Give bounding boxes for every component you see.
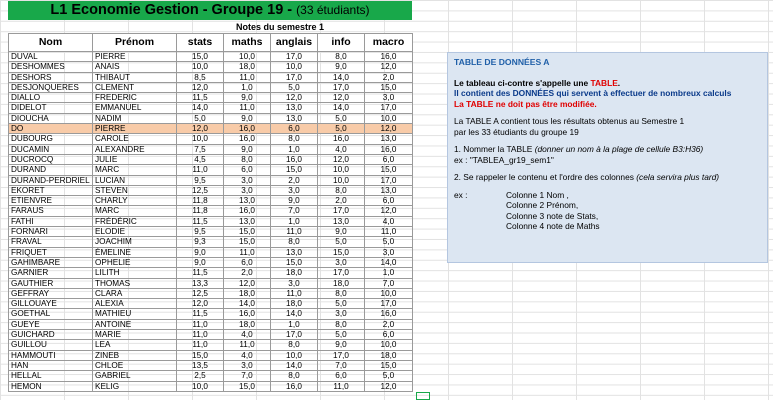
cell-maths[interactable]: 11,0	[224, 340, 271, 350]
cell-macro[interactable]: 12,0	[365, 124, 413, 134]
cell-info[interactable]: 10,0	[318, 175, 365, 185]
cell-info[interactable]: 17,0	[318, 82, 365, 92]
info-line1-end: .	[617, 77, 621, 88]
cell-info[interactable]: 9,0	[318, 62, 365, 72]
cell-maths[interactable]: 16,0	[224, 206, 271, 216]
cell-macro[interactable]: 12,0	[365, 62, 413, 72]
cell-macro[interactable]: 17,0	[365, 175, 413, 185]
cell-stats[interactable]: 10,0	[177, 62, 224, 72]
cell-info[interactable]: 15,0	[318, 247, 365, 257]
cell-prenom[interactable]: PIERRE	[93, 124, 177, 134]
cell-nom[interactable]: DURAND	[9, 165, 93, 175]
cell-stats[interactable]: 11,5	[177, 268, 224, 278]
cell-macro[interactable]: 3,0	[365, 93, 413, 103]
cell-macro[interactable]: 17,0	[365, 299, 413, 309]
cell-stats[interactable]: 15,0	[177, 52, 224, 62]
cell-stats[interactable]: 11,0	[177, 319, 224, 329]
cell-macro[interactable]: 16,0	[365, 144, 413, 154]
cell-nom[interactable]: DUBOURG	[9, 134, 93, 144]
table-row	[9, 113, 413, 123]
table-row	[9, 278, 413, 288]
cell-info[interactable]: 8,0	[318, 288, 365, 298]
cell-nom[interactable]: GILLOUAYE	[9, 299, 93, 309]
table-row	[9, 185, 413, 195]
cell-info[interactable]: 13,0	[318, 216, 365, 226]
cell-macro[interactable]: 10,0	[365, 340, 413, 350]
info-line3: La TABLE ne doit pas être modifiée.	[454, 98, 597, 109]
table-row	[9, 319, 413, 329]
cell-nom[interactable]: DESHOMMES	[9, 62, 93, 72]
cell-maths[interactable]: 8,0	[224, 154, 271, 164]
cell-anglais[interactable]: 7,0	[271, 206, 318, 216]
table-row	[9, 237, 413, 247]
table-row	[9, 52, 413, 62]
cell-nom[interactable]: GUICHARD	[9, 330, 93, 340]
table-row	[9, 227, 413, 237]
cell-maths[interactable]: 9,0	[224, 93, 271, 103]
cell-prenom[interactable]: ALEXANDRE	[93, 144, 177, 154]
info-col-3: Colonne 3 note de Stats,	[506, 210, 599, 221]
cell-nom[interactable]: FORNARI	[9, 227, 93, 237]
cell-info[interactable]: 5,0	[318, 113, 365, 123]
cell-nom[interactable]: HAN	[9, 360, 93, 370]
table-row	[9, 206, 413, 216]
header-macro[interactable]: macro	[365, 34, 413, 52]
cell-prenom[interactable]: MARC	[93, 165, 177, 175]
cell-stats[interactable]: 7,5	[177, 144, 224, 154]
cell-prenom[interactable]: CAROLE	[93, 134, 177, 144]
cell-macro[interactable]: 10,0	[365, 288, 413, 298]
cell-info[interactable]: 14,0	[318, 103, 365, 113]
cell-anglais[interactable]: 12,0	[271, 93, 318, 103]
info-line8-note: (cela servira plus tard)	[636, 172, 720, 182]
cell-macro[interactable]: 4,0	[365, 216, 413, 226]
cell-prenom[interactable]: STEVEN	[93, 185, 177, 195]
cell-prenom[interactable]: CHLOE	[93, 360, 177, 370]
cell-info[interactable]: 14,0	[318, 72, 365, 82]
table-row	[9, 216, 413, 226]
cell-info[interactable]: 12,0	[318, 93, 365, 103]
cell-anglais[interactable]: 8,0	[271, 371, 318, 381]
cell-stats[interactable]: 14,0	[177, 103, 224, 113]
cell-prenom[interactable]: CLEMENT	[93, 82, 177, 92]
table-row	[9, 330, 413, 340]
cell-stats[interactable]: 12,5	[177, 185, 224, 195]
cell-stats[interactable]: 11,5	[177, 309, 224, 319]
cell-nom[interactable]: DO	[9, 124, 93, 134]
cell-maths[interactable]: 4,0	[224, 350, 271, 360]
cell-macro[interactable]: 12,0	[365, 381, 413, 391]
cell-maths[interactable]: 11,0	[224, 103, 271, 113]
cell-anglais[interactable]: 17,0	[271, 52, 318, 62]
table-row	[9, 82, 413, 92]
cell-macro[interactable]: 14,0	[365, 257, 413, 267]
cell-macro[interactable]: 10,0	[365, 113, 413, 123]
cell-stats[interactable]: 15,0	[177, 350, 224, 360]
cell-nom[interactable]: FATHI	[9, 216, 93, 226]
cell-prenom[interactable]: EMMANUEL	[93, 103, 177, 113]
cell-maths[interactable]: 3,0	[224, 360, 271, 370]
cell-maths[interactable]: 15,0	[224, 227, 271, 237]
cell-prenom[interactable]: LEA	[93, 340, 177, 350]
cell-macro[interactable]: 6,0	[365, 154, 413, 164]
cell-nom[interactable]: DESJONQUERES	[9, 82, 93, 92]
cell-anglais[interactable]: 10,0	[271, 62, 318, 72]
cell-stats[interactable]: 11,0	[177, 165, 224, 175]
cell-stats[interactable]: 12,0	[177, 124, 224, 134]
cell-stats[interactable]: 12,0	[177, 299, 224, 309]
cell-maths[interactable]: 18,0	[224, 319, 271, 329]
cell-maths[interactable]: 11,0	[224, 247, 271, 257]
cell-info[interactable]: 17,0	[318, 206, 365, 216]
cell-nom[interactable]: HAMMOUTI	[9, 350, 93, 360]
cell-maths[interactable]: 2,0	[224, 268, 271, 278]
cell-nom[interactable]: DIOUCHA	[9, 113, 93, 123]
cell-info[interactable]: 17,0	[318, 350, 365, 360]
cell-maths[interactable]: 11,0	[224, 72, 271, 82]
cell-maths[interactable]: 9,0	[224, 144, 271, 154]
cell-nom[interactable]: GARNIER	[9, 268, 93, 278]
cell-maths[interactable]: 6,0	[224, 165, 271, 175]
cell-stats[interactable]: 10,0	[177, 134, 224, 144]
cell-anglais[interactable]: 15,0	[271, 257, 318, 267]
cell-nom[interactable]: FRAVAL	[9, 237, 93, 247]
cell-info[interactable]: 5,0	[318, 330, 365, 340]
table-row	[9, 196, 413, 206]
cell-prenom[interactable]: FREDERIC	[93, 93, 177, 103]
cell-anglais[interactable]: 16,0	[271, 381, 318, 391]
cell-info[interactable]: 11,0	[318, 381, 365, 391]
info-line6: 1. Nommer la TABLE	[454, 144, 535, 154]
cell-info[interactable]: 12,0	[318, 154, 365, 164]
cell-nom[interactable]: GAUTHIER	[9, 278, 93, 288]
cell-anglais[interactable]: 6,0	[271, 124, 318, 134]
cell-stats[interactable]: 12,5	[177, 288, 224, 298]
cell-maths[interactable]: 3,0	[224, 175, 271, 185]
sheet-title	[8, 1, 412, 20]
cell-nom[interactable]: HEMON	[9, 381, 93, 391]
cell-info[interactable]: 18,0	[318, 278, 365, 288]
cell-info[interactable]: 5,0	[318, 124, 365, 134]
cell-nom[interactable]: HELLAL	[9, 371, 93, 381]
cell-nom[interactable]: GEFFRAY	[9, 288, 93, 298]
cell-nom[interactable]: FRIQUET	[9, 247, 93, 257]
cell-anglais[interactable]: 13,0	[271, 113, 318, 123]
cell-nom[interactable]: GAHIMBARE	[9, 257, 93, 267]
table-row	[9, 72, 413, 82]
cell-maths[interactable]: 13,0	[224, 196, 271, 206]
cell-prenom[interactable]: MARIE	[93, 330, 177, 340]
grades-table	[8, 33, 413, 392]
cell-info[interactable]: 4,0	[318, 144, 365, 154]
cell-maths[interactable]: 12,0	[224, 278, 271, 288]
cell-anglais[interactable]: 2,0	[271, 175, 318, 185]
cell-maths[interactable]: 18,0	[224, 288, 271, 298]
cell-anglais[interactable]: 3,0	[271, 185, 318, 195]
cell-prenom[interactable]: GABRIEL	[93, 371, 177, 381]
cell-prenom[interactable]: ZINEB	[93, 350, 177, 360]
cell-stats[interactable]: 10,0	[177, 381, 224, 391]
table-row	[9, 124, 413, 134]
cell-nom[interactable]: DUCAMIN	[9, 144, 93, 154]
cell-info[interactable]: 3,0	[318, 309, 365, 319]
cell-stats[interactable]: 11,8	[177, 196, 224, 206]
cell-info[interactable]: 17,0	[318, 268, 365, 278]
cell-stats[interactable]: 8,5	[177, 72, 224, 82]
cell-macro[interactable]: 6,0	[365, 330, 413, 340]
cell-maths[interactable]: 7,0	[224, 371, 271, 381]
cell-stats[interactable]: 11,5	[177, 216, 224, 226]
cell-anglais[interactable]: 11,0	[271, 288, 318, 298]
data-table-info-box	[447, 52, 768, 263]
cell-stats[interactable]: 11,0	[177, 340, 224, 350]
cell-anglais[interactable]: 1,0	[271, 144, 318, 154]
cell-macro[interactable]: 11,0	[365, 227, 413, 237]
cell-anglais[interactable]: 8,0	[271, 237, 318, 247]
cell-anglais[interactable]: 17,0	[271, 72, 318, 82]
header-info[interactable]: info	[318, 34, 365, 52]
cell-prenom[interactable]: FRÉDÉRIC	[93, 216, 177, 226]
cell-prenom[interactable]: PIERRE	[93, 52, 177, 62]
cell-maths[interactable]: 13,0	[224, 216, 271, 226]
header-maths[interactable]: maths	[224, 34, 271, 52]
cell-info[interactable]: 8,0	[318, 185, 365, 195]
table-row	[9, 371, 413, 381]
info-line7: ex : "TABLEA_gr19_sem1"	[454, 154, 554, 165]
cell-maths[interactable]: 3,0	[224, 185, 271, 195]
cell-anglais[interactable]: 13,0	[271, 103, 318, 113]
cell-nom[interactable]: EKORET	[9, 185, 93, 195]
cell-info[interactable]: 8,0	[318, 52, 365, 62]
cell-nom[interactable]: DURAND-PERDRIEL	[9, 175, 93, 185]
cell-anglais[interactable]: 14,0	[271, 360, 318, 370]
header-stats[interactable]: stats	[177, 34, 224, 52]
info-line6-note: (donner un nom à la plage de cellule B3:H36)	[534, 144, 704, 154]
cell-info[interactable]: 5,0	[318, 299, 365, 309]
cell-maths[interactable]: 15,0	[224, 381, 271, 391]
info-line5: par les 33 étudiants du groupe 19	[454, 126, 579, 137]
cell-stats[interactable]: 11,0	[177, 330, 224, 340]
info-col-4: Colonne 4 note de Maths	[506, 221, 600, 231]
cell-macro[interactable]: 3,0	[365, 247, 413, 257]
cell-prenom[interactable]: JOACHIM	[93, 237, 177, 247]
table-row	[9, 134, 413, 144]
table-row	[9, 165, 413, 175]
cell-info[interactable]: 5,0	[318, 237, 365, 247]
table-row	[9, 103, 413, 113]
cell-prenom[interactable]: ÉMELINE	[93, 247, 177, 257]
cell-info[interactable]: 10,0	[318, 165, 365, 175]
cell-info[interactable]: 6,0	[318, 371, 365, 381]
info-line1: Le tableau ci-contre s'appelle une	[454, 77, 591, 88]
cell-nom[interactable]: DIALLO	[9, 93, 93, 103]
cell-stats[interactable]: 9,5	[177, 175, 224, 185]
table-row	[9, 257, 413, 267]
cell-anglais[interactable]: 17,0	[271, 330, 318, 340]
notes-label: Notes du semestre 1	[235, 22, 325, 32]
cell-maths[interactable]: 16,0	[224, 134, 271, 144]
cell-prenom[interactable]: CHARLY	[93, 196, 177, 206]
cell-prenom[interactable]: LUCIAN	[93, 175, 177, 185]
info-title: TABLE DE DONNÉES A	[454, 57, 550, 67]
cell-info[interactable]: 3,0	[318, 257, 365, 267]
cell-anglais[interactable]: 15,0	[271, 165, 318, 175]
cell-maths[interactable]: 15,0	[224, 237, 271, 247]
cell-nom[interactable]: DIDELOT	[9, 103, 93, 113]
table-row	[9, 299, 413, 309]
table-row	[9, 247, 413, 257]
cell-nom[interactable]: DUCROCQ	[9, 154, 93, 164]
cell-anglais[interactable]: 3,0	[271, 278, 318, 288]
info-col-2: Colonne 2 Prénom,	[506, 200, 579, 210]
cell-anglais[interactable]: 13,0	[271, 247, 318, 257]
cell-prenom[interactable]: MATHIEU	[93, 309, 177, 319]
cell-stats[interactable]: 9,5	[177, 227, 224, 237]
cell-maths[interactable]: 10,0	[224, 52, 271, 62]
cell-macro[interactable]: 2,0	[365, 319, 413, 329]
cell-maths[interactable]: 9,0	[224, 113, 271, 123]
cell-nom[interactable]: FARAUS	[9, 206, 93, 216]
cell-info[interactable]: 2,0	[318, 196, 365, 206]
cell-macro[interactable]: 7,0	[365, 278, 413, 288]
cell-maths[interactable]: 1,0	[224, 82, 271, 92]
cell-prenom[interactable]: JULIE	[93, 154, 177, 164]
cell-macro[interactable]: 17,0	[365, 103, 413, 113]
cell-nom[interactable]: DESHORS	[9, 72, 93, 82]
cell-nom[interactable]: DUVAL	[9, 52, 93, 62]
cell-prenom[interactable]: LILITH	[93, 268, 177, 278]
cell-prenom[interactable]: OPHELIE	[93, 257, 177, 267]
table-row	[9, 340, 413, 350]
cell-macro[interactable]: 18,0	[365, 350, 413, 360]
cell-maths[interactable]: 16,0	[224, 124, 271, 134]
cell-nom[interactable]: GUILLOU	[9, 340, 93, 350]
header-nom[interactable]: Nom	[9, 34, 93, 52]
header-pr-nom[interactable]: Prénom	[93, 34, 177, 52]
cell-maths[interactable]: 6,0	[224, 257, 271, 267]
cell-macro[interactable]: 15,0	[365, 82, 413, 92]
table-row	[9, 62, 413, 72]
cell-anglais[interactable]: 9,0	[271, 196, 318, 206]
cell-macro[interactable]: 15,0	[365, 165, 413, 175]
cell-anglais[interactable]: 1,0	[271, 216, 318, 226]
cell-prenom[interactable]: THOMAS	[93, 278, 177, 288]
cell-macro[interactable]: 5,0	[365, 237, 413, 247]
cell-anglais[interactable]: 1,0	[271, 319, 318, 329]
cell-stats[interactable]: 12,0	[177, 82, 224, 92]
cell-anglais[interactable]: 16,0	[271, 154, 318, 164]
info-line1-table: TABLE	[590, 77, 618, 88]
cell-info[interactable]: 9,0	[318, 227, 365, 237]
cell-info[interactable]: 9,0	[318, 340, 365, 350]
cell-anglais[interactable]: 8,0	[271, 134, 318, 144]
cell-anglais[interactable]: 5,0	[271, 82, 318, 92]
header-anglais[interactable]: anglais	[271, 34, 318, 52]
cell-maths[interactable]: 18,0	[224, 62, 271, 72]
table-row	[9, 175, 413, 185]
cell-macro[interactable]: 13,0	[365, 134, 413, 144]
table-row	[9, 350, 413, 360]
cell-maths[interactable]: 16,0	[224, 309, 271, 319]
cell-prenom[interactable]: MARC	[93, 206, 177, 216]
cell-macro[interactable]: 5,0	[365, 371, 413, 381]
table-row	[9, 268, 413, 278]
table-row	[9, 360, 413, 370]
cell-nom[interactable]: ETIENVRE	[9, 196, 93, 206]
cell-macro[interactable]: 16,0	[365, 52, 413, 62]
cell-prenom[interactable]: ANTOINE	[93, 319, 177, 329]
cell-macro[interactable]: 12,0	[365, 206, 413, 216]
cell-info[interactable]: 8,0	[318, 319, 365, 329]
cell-stats[interactable]: 13,3	[177, 278, 224, 288]
title-subtitle: (33 étudiants)	[296, 3, 370, 17]
cell-prenom[interactable]: THIBAUT	[93, 72, 177, 82]
table-row	[9, 144, 413, 154]
info-line2: Il contient des DONNÉES qui servent à effectuer de nombreux calculs	[454, 88, 732, 98]
selected-cell[interactable]	[416, 392, 430, 400]
cell-prenom[interactable]: ANAIS	[93, 62, 177, 72]
info-line4: La TABLE A contient tous les résultats obtenus au Semestre 1	[454, 116, 685, 126]
cell-stats[interactable]: 9,0	[177, 247, 224, 257]
cell-stats[interactable]: 11,5	[177, 93, 224, 103]
cell-macro[interactable]: 13,0	[365, 185, 413, 195]
cell-anglais[interactable]: 10,0	[271, 350, 318, 360]
cell-info[interactable]: 7,0	[318, 360, 365, 370]
cell-prenom[interactable]: ALEXIA	[93, 299, 177, 309]
cell-nom[interactable]: GOETHAL	[9, 309, 93, 319]
cell-macro[interactable]: 2,0	[365, 72, 413, 82]
cell-maths[interactable]: 14,0	[224, 299, 271, 309]
cell-maths[interactable]: 4,0	[224, 330, 271, 340]
table-row	[9, 381, 413, 391]
table-row	[9, 93, 413, 103]
cell-stats[interactable]: 5,0	[177, 113, 224, 123]
table-row	[9, 288, 413, 298]
cell-prenom[interactable]: KELIG	[93, 381, 177, 391]
cell-stats[interactable]: 2,5	[177, 371, 224, 381]
cell-anglais[interactable]: 8,0	[271, 340, 318, 350]
cell-stats[interactable]: 11,8	[177, 206, 224, 216]
table-row	[9, 309, 413, 319]
cell-macro[interactable]: 6,0	[365, 196, 413, 206]
cell-anglais[interactable]: 18,0	[271, 299, 318, 309]
cell-info[interactable]: 16,0	[318, 134, 365, 144]
info-line8: 2. Se rappeler le contenu et l'ordre des colonnes	[454, 172, 637, 182]
cell-stats[interactable]: 13,5	[177, 360, 224, 370]
cell-anglais[interactable]: 14,0	[271, 309, 318, 319]
cell-anglais[interactable]: 18,0	[271, 268, 318, 278]
title-text: L1 Economie Gestion - Groupe 19 -	[50, 2, 293, 18]
cell-stats[interactable]: 4,5	[177, 154, 224, 164]
cell-anglais[interactable]: 11,0	[271, 227, 318, 237]
cell-stats[interactable]: 9,3	[177, 237, 224, 247]
cell-stats[interactable]: 9,0	[177, 257, 224, 267]
cell-macro[interactable]: 1,0	[365, 268, 413, 278]
cell-prenom[interactable]: ELODIE	[93, 227, 177, 237]
cell-prenom[interactable]: CLARA	[93, 288, 177, 298]
cell-macro[interactable]: 15,0	[365, 360, 413, 370]
cell-prenom[interactable]: NADIM	[93, 113, 177, 123]
cell-macro[interactable]: 16,0	[365, 309, 413, 319]
cell-nom[interactable]: GUEYE	[9, 319, 93, 329]
table-row	[9, 154, 413, 164]
info-col-1: Colonne 1 Nom ,	[506, 189, 569, 200]
info-ex-label: ex :	[454, 189, 468, 200]
